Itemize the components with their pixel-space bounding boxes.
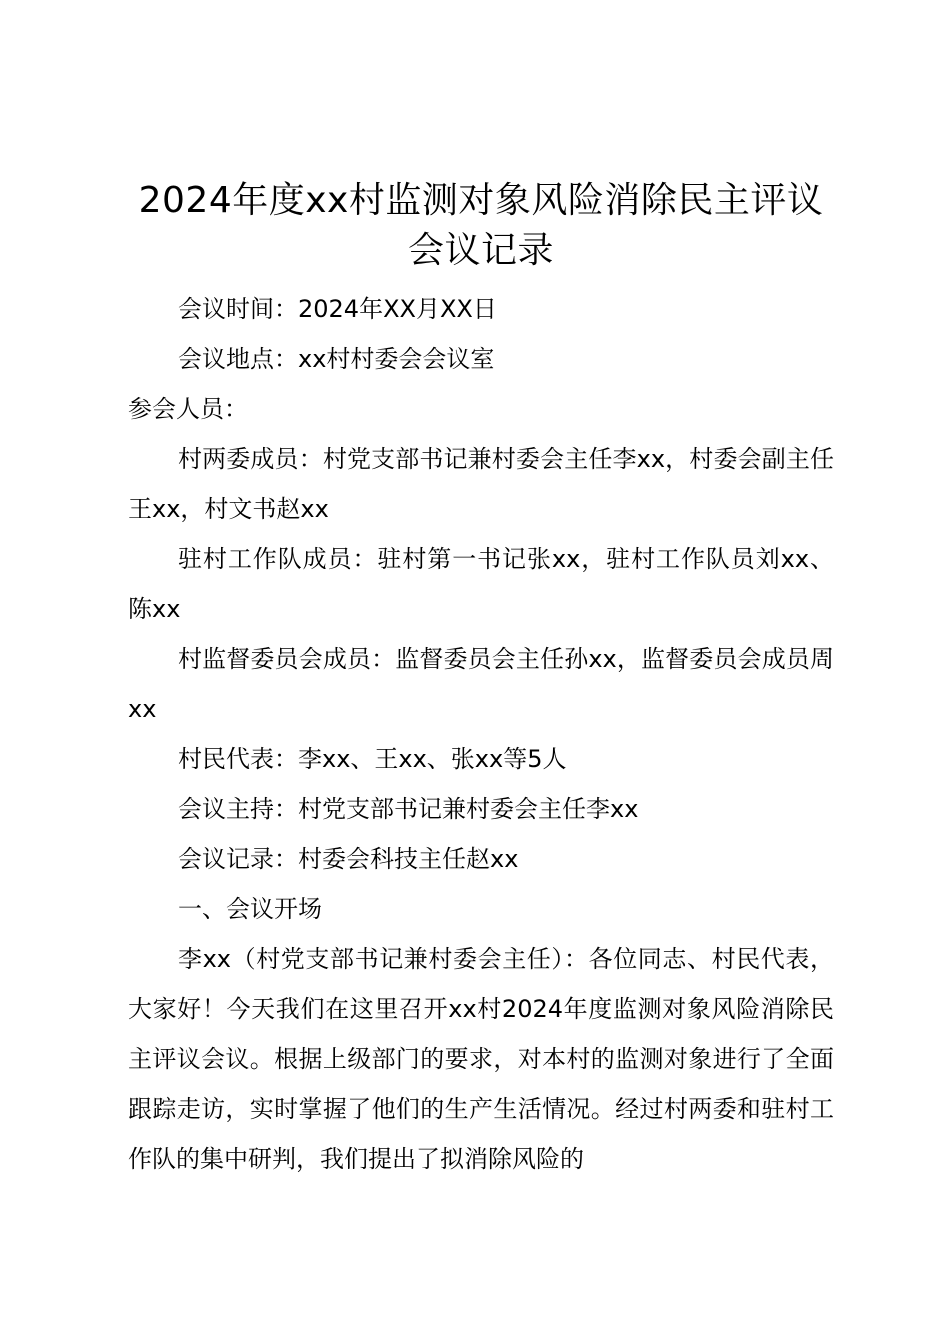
- title-line-2: 会议记录: [407, 230, 554, 271]
- meeting-location: 会议地点：xx村村委会会议室: [178, 345, 495, 373]
- meeting-host: 会议主持：村党支部书记兼村委会主任李xx: [178, 795, 639, 823]
- attendees-village-committee: 村两委成员：村党支部书记兼村委会主任李xx，村委会副主任王xx，村文书赵xx: [128, 445, 834, 523]
- title-line-1: 2024年度xx村监测对象风险消除民主评议: [138, 180, 824, 221]
- meeting-recorder: 会议记录：村委会科技主任赵xx: [178, 845, 519, 873]
- document-page: [128, 176, 834, 1184]
- document-title: [128, 176, 834, 276]
- meeting-time: 会议时间：2024年XX月XX日: [178, 295, 497, 323]
- section-heading-opening: 一、会议开场: [178, 895, 322, 923]
- attendees-heading: 参会人员：: [128, 395, 248, 423]
- opening-speech: 李xx（村党支部书记兼村委会主任）：各位同志、村民代表，大家好！今天我们在这里召开xx村2024年度监测对象风险消除民主评议会议。根据上级部门的要求，对本村的监测对象进行了全面跟踪走访，实时掌握了他们的生产生活情况。经过村两委和驻村工作队的集中研判，我们提出了拟消除风险的: [128, 945, 834, 1173]
- attendees-villager-representatives: 村民代表：李xx、王xx、张xx等5人: [178, 745, 567, 773]
- attendees-supervision-committee: 村监督委员会成员：监督委员会主任孙xx，监督委员会成员周xx: [128, 645, 834, 723]
- attendees-work-team: 驻村工作队成员：驻村第一书记张xx，驻村工作队员刘xx、陈xx: [128, 545, 834, 623]
